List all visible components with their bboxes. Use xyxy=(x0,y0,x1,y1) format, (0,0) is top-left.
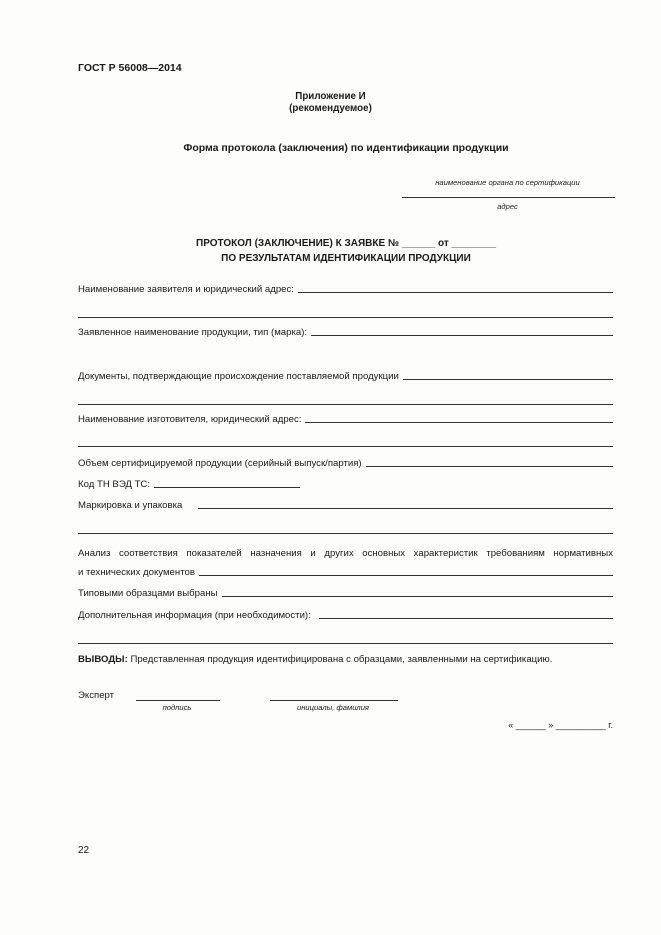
additional-field xyxy=(78,610,613,621)
appendix-title: Приложение И xyxy=(295,91,366,102)
code-label: Код ТН ВЭД ТС: xyxy=(78,479,151,490)
signature-caption: подпись xyxy=(162,703,192,712)
additional-label: Дополнительная информация (при необходимости): xyxy=(78,610,311,621)
name-caption: инициалы, фамилия xyxy=(297,703,369,712)
marking-label: Маркировка и упаковка xyxy=(78,500,183,511)
samples-label: Типовыми образцами выбраны xyxy=(78,588,218,599)
code-field xyxy=(78,479,300,490)
marking-line-2[interactable] xyxy=(78,533,613,534)
marking-field xyxy=(78,500,613,511)
manufacturer-label: Наименование изготовителя, юридический адрес: xyxy=(78,414,302,425)
analysis-label-line2: и технических документов xyxy=(78,567,195,578)
product-name-label: Заявленное наименование продукции, тип (марка): xyxy=(78,327,308,338)
authority-address-caption: адрес xyxy=(497,202,518,211)
samples-field xyxy=(78,588,613,599)
analysis-label-line1: Анализ соответствия показателей назначения и других основных характеристик требованиям нормативных xyxy=(78,548,613,559)
applicant-line-2[interactable] xyxy=(78,317,613,318)
page-number: 22 xyxy=(78,845,90,856)
applicant-line[interactable] xyxy=(298,292,613,293)
authority-address-line xyxy=(402,197,615,198)
expert-label: Эксперт xyxy=(78,690,115,701)
documents-line-2[interactable] xyxy=(78,404,613,405)
conclusion-label: ВЫВОДЫ: xyxy=(78,654,128,665)
additional-line-2[interactable] xyxy=(78,643,613,644)
marking-line[interactable] xyxy=(198,508,613,509)
product-name-line[interactable] xyxy=(311,335,613,336)
standard-number: ГОСТ Р 56008—2014 xyxy=(78,62,182,74)
conclusion xyxy=(78,654,552,665)
manufacturer-line[interactable] xyxy=(305,422,613,423)
documents-field xyxy=(78,371,613,382)
documents-line[interactable] xyxy=(403,379,613,380)
name-line[interactable] xyxy=(270,700,398,701)
manufacturer-line-2[interactable] xyxy=(78,446,613,447)
analysis-line[interactable] xyxy=(199,575,613,576)
samples-line[interactable] xyxy=(222,596,613,597)
conclusion-text: Представленная продукция идентифицирована с образцами, заявленными на сертификацию. xyxy=(127,654,553,665)
applicant-label: Наименование заявителя и юридический адрес: xyxy=(78,284,294,295)
documents-label: Документы, подтверждающие происхождение поставляемой продукции xyxy=(78,371,399,382)
product-name-field xyxy=(78,327,613,338)
code-line[interactable] xyxy=(154,487,300,488)
volume-label: Объем сертифицируемой продукции (серийный выпуск/партия) xyxy=(78,458,362,469)
analysis-field xyxy=(78,567,613,578)
form-title: Форма протокола (заключения) по идентификации продукции xyxy=(183,142,509,154)
protocol-heading-line2: ПО РЕЗУЛЬТАТАМ ИДЕНТИФИКАЦИИ ПРОДУКЦИИ xyxy=(221,253,471,264)
signature-line[interactable] xyxy=(136,700,220,701)
authority-name-caption: наименование органа по сертификации xyxy=(435,178,580,187)
date-field[interactable]: « ______ » __________ г. xyxy=(508,720,613,730)
appendix-subtitle: (рекомендуемое) xyxy=(289,103,372,114)
volume-field xyxy=(78,458,613,469)
volume-line[interactable] xyxy=(366,466,613,467)
additional-line[interactable] xyxy=(319,618,613,619)
manufacturer-field xyxy=(78,414,613,425)
protocol-heading-line1: ПРОТОКОЛ (ЗАКЛЮЧЕНИЕ) К ЗАЯВКЕ № ______ от ________ xyxy=(196,238,496,249)
applicant-field xyxy=(78,284,613,295)
